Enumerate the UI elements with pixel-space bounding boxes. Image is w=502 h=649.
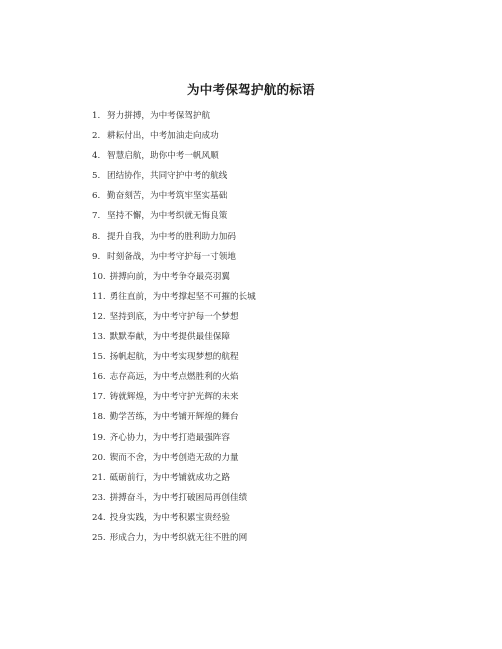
list-item [92, 327, 256, 347]
list-item-number: 6. [92, 191, 101, 202]
list-item-number: 13. [92, 332, 106, 343]
list-item-number: 19. [92, 432, 106, 443]
list-item [92, 468, 256, 488]
list-item [92, 387, 256, 407]
list-item-text: 团结协作，共同守护中考的航线 [107, 171, 228, 182]
list-item [92, 146, 256, 166]
list-item-number: 23. [92, 492, 106, 503]
list-item-number: 15. [92, 352, 106, 363]
list-item-number: 8. [92, 231, 101, 242]
list-item-text: 勇往直前，为中考撑起坚不可摧的长城 [109, 291, 256, 302]
list-item-text: 勤奋刻苦，为中考筑牢坚实基础 [107, 191, 228, 202]
list-item-text: 耕耘付出，中考加油走向成功 [107, 131, 219, 142]
list-item-text: 扬帆起航，为中考实现梦想的航程 [109, 352, 239, 363]
list-item-text: 坚持不懈，为中考织就无悔良策 [107, 211, 228, 222]
list-item-text: 拼搏向前，为中考争夺最亮羽翼 [109, 271, 230, 282]
list-item-text: 砥砺前行，为中考铺就成功之路 [109, 472, 230, 483]
list-item [92, 166, 256, 186]
list-item-number: 20. [92, 452, 106, 463]
list-item-number: 7. [92, 211, 101, 222]
list-item-number: 10. [92, 271, 106, 282]
list-item [92, 347, 256, 367]
list-item [92, 106, 256, 126]
slogan-list [92, 106, 256, 548]
list-item-number: 11. [92, 291, 106, 302]
list-item-text: 铸就辉煌，为中考守护光辉的未来 [109, 392, 239, 403]
list-item [92, 267, 256, 287]
list-item [92, 528, 256, 548]
list-item-text: 志存高远，为中考点燃胜利的火焰 [109, 372, 239, 383]
list-item-text: 锲而不舍，为中考创造无敌的力量 [109, 452, 239, 463]
list-item-number: 24. [92, 512, 106, 523]
list-item-number: 18. [92, 412, 106, 423]
document-title: 为中考保驾护航的标语 [186, 82, 315, 97]
list-item [92, 407, 256, 427]
list-item [92, 126, 256, 146]
list-item [92, 206, 256, 226]
list-item-text: 形成合力，为中考织就无往不胜的网 [109, 532, 248, 543]
list-item-number: 12. [92, 311, 106, 322]
list-item [92, 307, 256, 327]
list-item [92, 428, 256, 448]
list-item [92, 508, 256, 528]
list-item-number: 25. [92, 532, 106, 543]
list-item [92, 367, 256, 387]
list-item-text: 勤学苦练，为中考铺开辉煌的舞台 [109, 412, 239, 423]
list-item-text: 坚持到底，为中考守护每一个梦想 [109, 311, 239, 322]
list-item-text: 智慧启航，助你中考一帆风顺 [107, 151, 219, 162]
list-item-number: 17. [92, 392, 106, 403]
list-item-number: 5. [92, 171, 101, 182]
list-item-text: 努力拼搏，为中考保驾护航 [107, 111, 211, 121]
list-item-text: 时刻备战，为中考守护每一寸领地 [107, 251, 236, 262]
list-item-number: 16. [92, 372, 106, 383]
list-item [92, 448, 256, 468]
list-item [92, 247, 256, 267]
list-item [92, 227, 256, 247]
list-item [92, 488, 256, 508]
list-item-number: 21. [92, 472, 106, 483]
list-item [92, 186, 256, 206]
list-item-text: 投身实践，为中考积累宝贵经验 [109, 512, 230, 523]
list-item-number: 4. [92, 151, 101, 162]
list-item-number: 2. [92, 131, 101, 142]
list-item-number: 9. [92, 251, 101, 262]
list-item-text: 齐心协力，为中考打造最强阵容 [109, 432, 230, 443]
list-item-text: 提升自我，为中考的胜利助力加码 [107, 231, 236, 242]
list-item-text: 拼搏奋斗，为中考打破困局再创佳绩 [109, 492, 248, 503]
list-item [92, 287, 256, 307]
list-item-number: 1. [92, 111, 101, 121]
list-item-text: 默默奉献，为中考提供最佳保障 [109, 332, 230, 343]
